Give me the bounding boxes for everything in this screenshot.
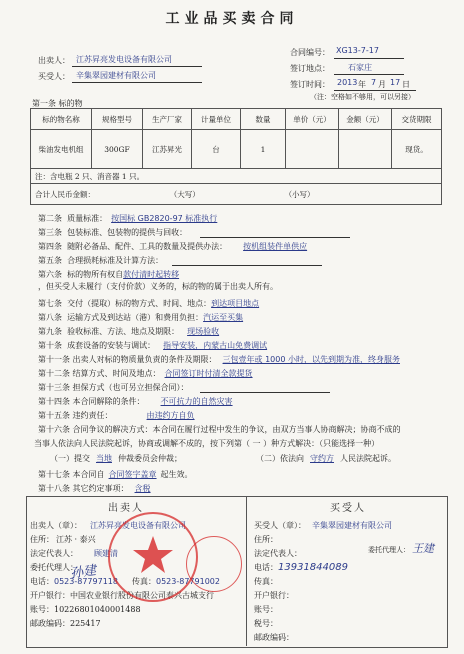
buyer-signature: 王建 (412, 542, 434, 555)
table-header: 金额（元） (339, 109, 392, 130)
buyer-stamp-label: 买受人（章）： (254, 521, 306, 530)
buyer-name: 辛集翠园建材有限公司 (76, 71, 156, 80)
table-cell (339, 130, 392, 169)
seller-bank: 开户银行：中国农业银行股份有限公司泰兴古城支行 (30, 591, 214, 600)
table-header: 规格型号 (92, 109, 143, 130)
article-13: 第十三条 担保方式（也可另立担保合同）： (38, 383, 189, 392)
seller-phone: 电话：0523-87797118 (30, 577, 118, 586)
table-cell: 柴油发电机组 (31, 130, 92, 169)
article-5: 第五条 合理损耗标准及计算方法： (38, 256, 164, 265)
buyer-tax-label: 税号： (254, 619, 278, 628)
table-header: 单价（元） (286, 109, 339, 130)
seller-stamp (108, 512, 198, 602)
article-10: 第十条 成套设备的安装与调试： 指导安装，内蒙古山免费调试 (38, 341, 268, 350)
article-16-option1: （一）提交 当地 仲裁委员会仲裁； (50, 454, 182, 463)
seller-fax: 传真：0523-87791002 (132, 577, 220, 586)
sign-day: 17 (390, 78, 401, 87)
article-18: 第十八条 其它约定事项： 含税 (38, 484, 151, 493)
goods-table (30, 108, 442, 205)
table-header-row (31, 109, 442, 130)
seller-heading: 出卖人 (108, 503, 144, 514)
article-12: 第十二条 结算方式、时间及地点： 合同签订时付清全款提货 (38, 369, 253, 378)
table-header: 交货期限 (392, 109, 442, 130)
contract-no-label: 合同编号： (290, 48, 330, 57)
seller-signature: 孙建 (69, 563, 98, 582)
table-header: 生产厂家 (143, 109, 192, 130)
article-14: 第十四条 本合同解除的条件： 不可抗力的自然灾害 (38, 397, 233, 406)
article-16-line2: 当事人依法向人民法院起诉，协商或调解不成的，按下列第（ 一 ）种方式解决：（只能选择一种） (34, 439, 380, 448)
seam-stamp (186, 536, 242, 592)
seller-agent-label: 委托代理人： (30, 563, 78, 572)
article-17: 第十七条 本合同自 合同签字盖章 起生效。 (38, 470, 193, 479)
buyer-bank-label: 开户银行： (254, 591, 294, 600)
buyer-account-label: 账号： (254, 605, 278, 614)
table-cell (286, 130, 339, 169)
article-16-line1: 第十六条 合同争议的解决方式：本合同在履行过程中发生的争议，由双方当事人协商解决；协商不成的 (38, 425, 401, 434)
article-16-option2: （二）依法向 守约方 人民法院起诉。 (256, 454, 396, 463)
seller-postcode: 邮政编码：225417 (30, 619, 101, 628)
sign-time-label: 签订时间： (290, 80, 330, 89)
sign-day-suffix: 日 (402, 80, 410, 89)
header-note: （注：空格如不够用，可以另接） (310, 93, 415, 101)
article-2: 第二条 质量标准： 按国标 GB2820-97 标准执行 (38, 214, 218, 223)
article1-label: 第一条 标的物 (32, 99, 83, 108)
total-lower: （小写） (284, 189, 315, 199)
seller-name: 江苏昇亮发电设备有限公司 (76, 55, 172, 64)
seller-rep-label: 法定代表人： (30, 549, 78, 558)
seller-label: 出卖人： (38, 56, 70, 65)
table-note: 注：含电瓶 2 只、消音器 1 只。 (31, 169, 442, 184)
table-header: 计量单位 (192, 109, 241, 130)
table-row (31, 130, 442, 169)
table-cell: 1 (241, 130, 286, 169)
table-cell: 300GF (92, 130, 143, 169)
article-6: 第六条 标的物所有权自款付清时起转移 ，但买受人未履行（支付价款）义务的，标的物的属于出卖人所有。 (38, 270, 278, 291)
total-label: 合计人民币金额： (35, 189, 95, 199)
seller-stamp-name: 江苏昇亮发电设备有限公司 (90, 521, 186, 530)
contract-title: 工业品买卖合同 (165, 11, 299, 27)
buyer-fax-label: 传真： (254, 577, 278, 586)
sign-year-suffix: 年 (358, 80, 366, 89)
buyer-postcode-label: 邮政编码： (254, 633, 294, 642)
article-7: 第七条 交付（提取）标的物方式、时间、地点：到达项目地点 (38, 299, 260, 308)
contract-no: XG13-7-17 (336, 46, 379, 55)
seller-rep: 顾建清 (94, 549, 118, 558)
seller-address: 江苏 · 泰兴 (56, 535, 96, 544)
sign-month-suffix: 月 (378, 80, 386, 89)
sign-place: 石家庄 (348, 63, 372, 72)
article-8: 第八条 运输方式及到达站（港）和费用负担：汽运至买集 (38, 313, 244, 322)
star-icon (110, 514, 196, 600)
buyer-address-label: 住所： (254, 535, 278, 544)
buyer-agent-label: 委托代理人： (368, 546, 410, 554)
buyer-rep-label: 法定代表人： (254, 549, 302, 558)
buyer-label: 买受人： (38, 72, 70, 81)
buyer-stamp-name: 辛集翠园建材有限公司 (312, 521, 392, 530)
table-cell: 江苏昇光 (143, 130, 192, 169)
article-11: 第十一条 出卖人对标的物质量负责的条件及期限： 三包壹年或 1000 小时，以先到期为准，终身服务 (38, 355, 400, 364)
article-15: 第十五条 违约责任： 由违约方自负 (38, 411, 195, 420)
article-3: 第三条 包装标准、包装物的提供与回收： (38, 228, 188, 237)
total-upper: （大写） (169, 189, 200, 199)
sign-year: 2013 (337, 78, 358, 87)
seller-address-label: 住所： (30, 535, 54, 544)
seller-account: 账号：10226801040001488 (30, 605, 141, 614)
article-4: 第四条 随附必备品、配件、工具的数量及提供办法： 按机组装件单供应 (38, 242, 308, 251)
sign-month: 7 (371, 78, 377, 87)
table-cell: 台 (192, 130, 241, 169)
buyer-heading: 买受人 (330, 503, 366, 514)
table-header: 标的物名称 (31, 109, 92, 130)
buyer-phone: 电话：13931844089 (254, 562, 348, 573)
article-9: 第九条 验收标准、方法、地点及期限： 现场验收 (38, 327, 220, 336)
table-header: 数量 (241, 109, 286, 130)
seller-stamp-label: 出卖人（章）： (30, 521, 82, 530)
sign-place-label: 签订地点： (290, 64, 330, 73)
table-cell: 现货。 (392, 130, 442, 169)
